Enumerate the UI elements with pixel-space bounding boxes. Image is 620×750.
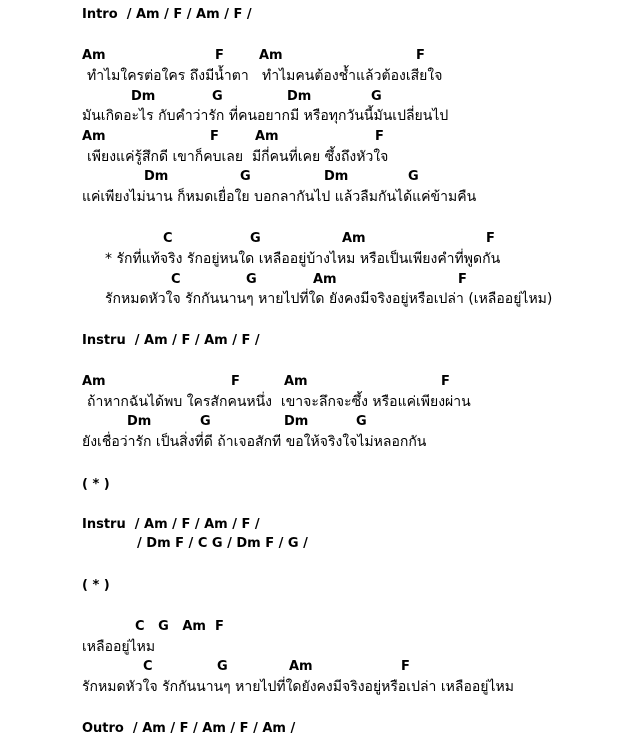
chord: C bbox=[143, 659, 153, 674]
chord: F bbox=[215, 48, 224, 63]
chord-line: C G Am F bbox=[135, 619, 224, 634]
lyric-line: มันเกิดอะไร กับคำว่ารัก ที่คนอยากมี หรือทุกวันนี้มันเปลี่ยนไป bbox=[82, 108, 449, 124]
intro-line: Intro / Am / F / Am / F / bbox=[82, 7, 252, 22]
chord: G bbox=[408, 169, 419, 184]
chord: G bbox=[371, 89, 382, 104]
lyric-line: รักหมดหัวใจ รักกันนานๆ หายไปที่ใดยังคงมีจริงอยู่หรือเปล่า เหลืออยู่ไหม bbox=[82, 679, 514, 695]
lyric-line: ยังเชื่อว่ารัก เป็นสิ่งที่ดี ถ้าเจอสักที ขอให้จริงใจไม่หลอกกัน bbox=[82, 434, 427, 450]
chord: Dm bbox=[131, 89, 156, 104]
repeat-marker: ( * ) bbox=[82, 477, 110, 492]
chord: Am bbox=[255, 129, 279, 144]
chord: G bbox=[246, 272, 257, 287]
repeat-marker: ( * ) bbox=[82, 578, 110, 593]
chord: Am bbox=[289, 659, 313, 674]
chord: F bbox=[441, 374, 450, 389]
chord: Am bbox=[313, 272, 337, 287]
outro-line: Outro / Am / F / Am / F / Am / bbox=[82, 721, 296, 736]
chord: C bbox=[163, 231, 173, 246]
lyric-line: ถ้าหากฉันได้พบ ใครสักคนหนึ่ง เขาจะลึกจะซึ้ง หรือแค่เพียงผ่าน bbox=[87, 394, 471, 410]
chord: C bbox=[171, 272, 181, 287]
chord: Am bbox=[82, 48, 106, 63]
chord: G bbox=[200, 414, 211, 429]
chord: Dm bbox=[284, 414, 309, 429]
lyric-line: * รักที่แท้จริง รักอยู่หนใด เหลืออยู่บ้างไหม หรือเป็นเพียงคำที่พูดกัน bbox=[105, 251, 501, 267]
chord: F bbox=[375, 129, 384, 144]
chord: G bbox=[356, 414, 367, 429]
chord: F bbox=[210, 129, 219, 144]
chord: Dm bbox=[127, 414, 152, 429]
chord: G bbox=[240, 169, 251, 184]
chord: Am bbox=[342, 231, 366, 246]
lyric-line: ทำไมใครต่อใคร ถึงมีน้ำตา ทำไมคนต้องช้ำแล้วต้องเสียใจ bbox=[87, 68, 443, 84]
instru-line: Instru / Am / F / Am / F / bbox=[82, 517, 260, 532]
chord: Dm bbox=[324, 169, 349, 184]
chord: F bbox=[231, 374, 240, 389]
chord: F bbox=[416, 48, 425, 63]
lyric-line: แค่เพียงไม่นาน ก็หมดเยื่อใย บอกลากันไป แล้วลืมกันได้แค่ข้ามคืน bbox=[82, 189, 477, 205]
chord: G bbox=[250, 231, 261, 246]
chord: Am bbox=[284, 374, 308, 389]
chord: G bbox=[212, 89, 223, 104]
chord: Am bbox=[82, 129, 106, 144]
chord: F bbox=[401, 659, 410, 674]
chord: Dm bbox=[287, 89, 312, 104]
chord: F bbox=[486, 231, 495, 246]
lyric-line: รักหมดหัวใจ รักกันนานๆ หายไปที่ใด ยังคงมีจริงอยู่หรือเปล่า (เหลืออยู่ไหม) bbox=[105, 291, 553, 307]
instru-line: Instru / Am / F / Am / F / bbox=[82, 333, 260, 348]
chord: G bbox=[217, 659, 228, 674]
instru-line: / Dm F / C G / Dm F / G / bbox=[137, 536, 308, 551]
chord: Am bbox=[259, 48, 283, 63]
chord: F bbox=[458, 272, 467, 287]
chord: Dm bbox=[144, 169, 169, 184]
lyric-line: เพียงแค่รู้สึกดี เขาก็คบเลย มีกี่คนที่เคย ซึ้งถึงหัวใจ bbox=[87, 149, 389, 165]
chord: Am bbox=[82, 374, 106, 389]
lyric-line: เหลืออยู่ไหม bbox=[82, 639, 156, 655]
